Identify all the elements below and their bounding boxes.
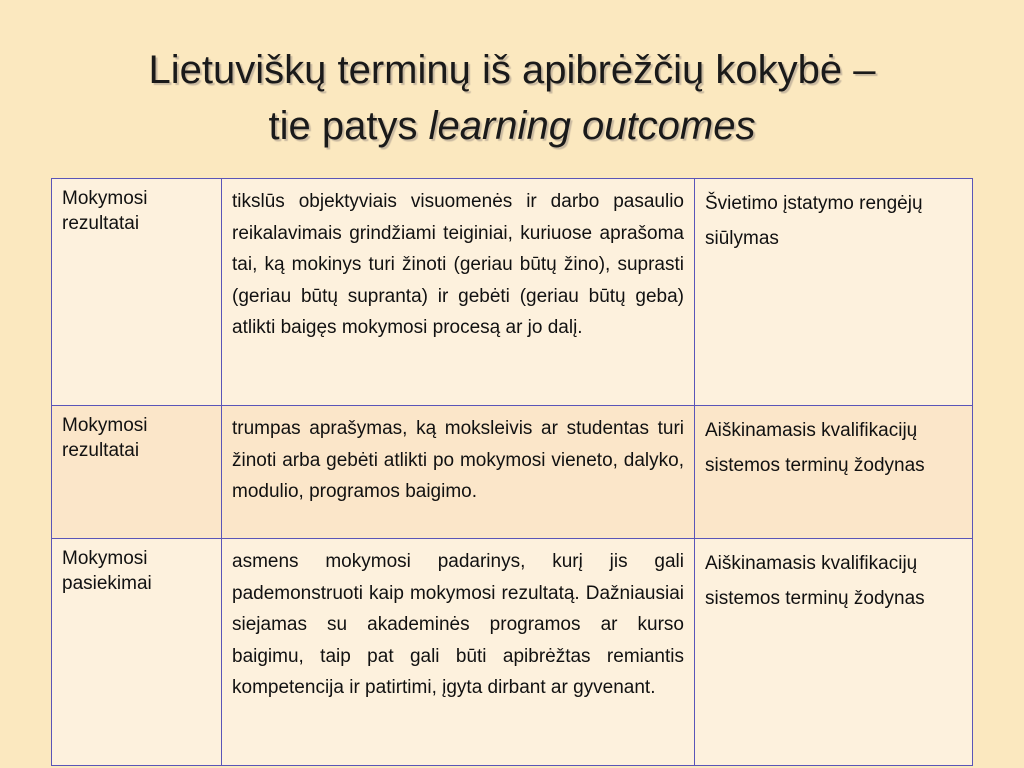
table-row [52,539,973,766]
definition-cell: tikslūs objektyviais visuomenės ir darbo pasaulio reikalavimais grindžiami teiginiai, kuriuose aprašoma tai, ką mokinys turi žinoti (geriau būtų žino), suprasti (geriau būtų supranta) ir gebėti (geriau būtų geba) atlikti baigęs mokymosi procesą ar jo dalį. [222,179,695,406]
slide-title [0,42,1024,154]
title-line-2 [0,98,1024,154]
table-row [52,179,973,406]
definition-cell: asmens mokymosi padarinys, kurį jis gali pademonstruoti kaip mokymosi rezultatą. Dažniausiai siejamas su akademinės programos ar kurso baigimu, taip pat gali būti apibrėžtas remiantis kompetencija ir patirtimi, įgyta dirbant ar gyvenant. [222,539,695,766]
term-cell: Mokymosi pasiekimai [52,539,222,766]
term-cell: Mokymosi rezultatai [52,406,222,539]
title-line-1: Lietuviškų terminų iš apibrėžčių kokybė – [148,48,876,92]
source-cell: Aiškinamasis kvalifikacijų sistemos terminų žodynas [695,406,973,539]
table-row [52,406,973,539]
title-line-2-italic: learning outcomes [428,104,756,148]
title-line-2-prefix: tie patys [268,104,429,148]
source-cell: Aiškinamasis kvalifikacijų sistemos terminų žodynas [695,539,973,766]
definition-cell: trumpas aprašymas, ką moksleivis ar studentas turi žinoti arba gebėti atlikti po mokymosi vieneto, dalyko, modulio, programos baigimo. [222,406,695,539]
terms-table [51,178,973,766]
term-cell: Mokymosi rezultatai [52,179,222,406]
source-cell: Švietimo įstatymo rengėjų siūlymas [695,179,973,406]
